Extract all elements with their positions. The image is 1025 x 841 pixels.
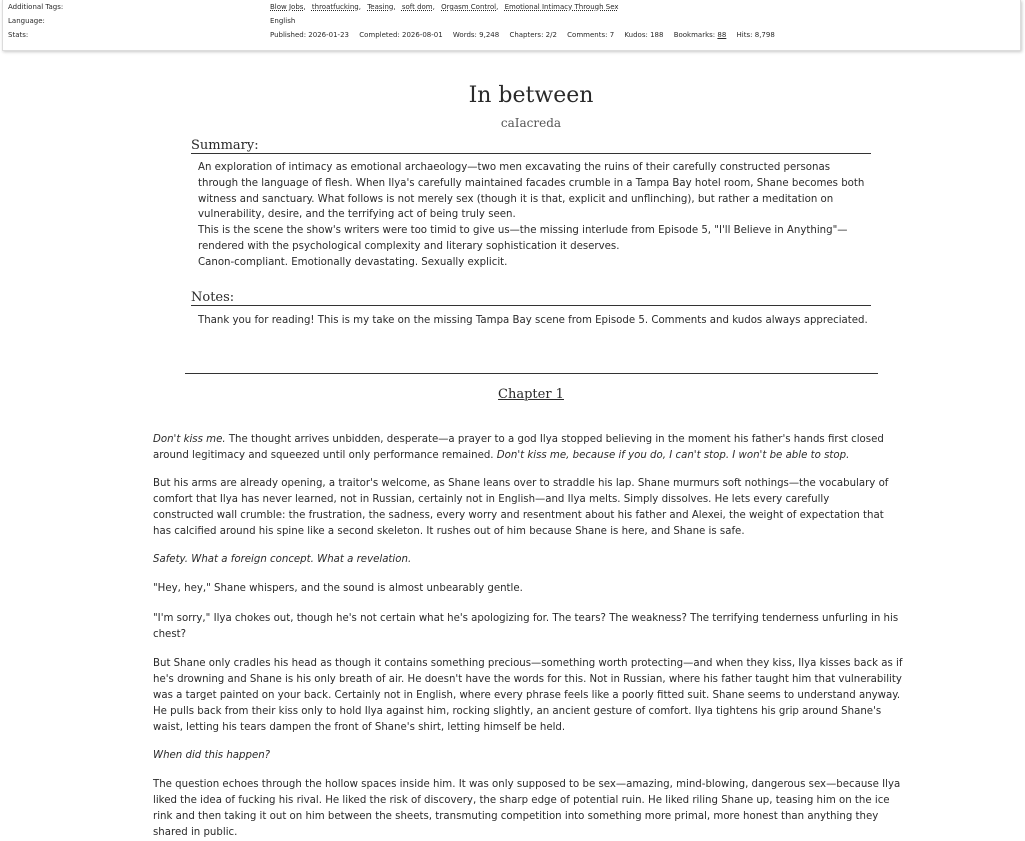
chapter-paragraph-6: But Shane only cradles his head as though it contains something precious—something worth protecting—and when they kiss, Ilya kisses back as if he's drowning and Shane is his only breath of air. He doesn't have the words for this. Not in Russian, where his father taught him that vulnerability was a target painted on your back. Certainly not in English, where every phrase feels like a poorly fitted suit. Shane seems to understand anyway. He pulls back from their kiss only to hold Ilya against him, rocking slightly, an ancient gesture of comfort. Ilya tightens his grip around Shane's waist, letting his tears dampen the front of Shane's shirt, letting himself be held. bbox=[153, 658, 903, 733]
summary-paragraph: Canon-compliant. Emotionally devastating. Sexually explicit. bbox=[198, 256, 508, 268]
chapter-paragraph-3 bbox=[153, 552, 908, 568]
kudos-label: Kudos: bbox=[624, 31, 648, 39]
tag-teasing[interactable]: Teasing bbox=[367, 3, 394, 11]
bookmarks-link[interactable]: 88 bbox=[717, 31, 727, 39]
language-label: Language: bbox=[8, 17, 45, 25]
work-title: In between bbox=[468, 83, 594, 108]
tag-soft-dom[interactable]: soft dom bbox=[401, 3, 433, 11]
chapter-paragraph-2: But his arms are already opening, a traitor's welcome, as Shane leans over to straddle his lap. Shane murmurs soft nothings—the vocabulary of comfort that Ilya has never learned, not in Russian, certainly not in English—and Ilya melts. Simply dissolves. He lets every carefully constructed wall crumble: the frustration, the sadness, every worry and resentment about his father and Alexei, the weight of expectation that has calcified around his spine like a second skeleton. It rushes out of him because Shane is here, and Shane is safe. bbox=[153, 478, 889, 537]
author-byline[interactable]: caIacreda bbox=[500, 116, 562, 130]
hits-label: Hits: bbox=[736, 31, 753, 39]
chapters-value: 2/2 bbox=[545, 31, 557, 39]
published-label: Published: bbox=[270, 31, 307, 39]
comments-label: Comments: bbox=[567, 31, 608, 39]
italic-thought: Don't kiss me. bbox=[153, 434, 226, 445]
language-value: English bbox=[270, 17, 296, 25]
chapter-paragraph-1 bbox=[153, 432, 908, 464]
chapters-label: Chapters: bbox=[509, 31, 544, 39]
completed-label: Completed: bbox=[359, 31, 400, 39]
words-value: 9,248 bbox=[479, 31, 500, 39]
published-value: 2026-01-23 bbox=[308, 31, 349, 39]
summary-heading: Summary: bbox=[191, 138, 871, 154]
italic-thought: Safety. What a foreign concept. What a revelation. bbox=[153, 554, 412, 565]
chapter-paragraph-5: "I'm sorry," Ilya chokes out, though he's not certain what he's apologizing for. The tears? The weakness? The terrifying tenderness unfurling in his chest? bbox=[153, 613, 899, 640]
stats-label: Stats: bbox=[8, 31, 29, 39]
tag-blow-jobs[interactable]: Blow Jobs bbox=[270, 3, 304, 11]
chapter-paragraph-4: "Hey, hey," Shane whispers, and the sound is almost unbearably gentle. bbox=[153, 583, 523, 594]
chapter-title bbox=[0, 387, 1025, 402]
italic-thought: Don't kiss me, because if you do, I can't stop. I won't be able to stop. bbox=[496, 449, 850, 461]
tag-orgasm-control[interactable]: Orgasm Control bbox=[441, 3, 497, 11]
summary-text bbox=[198, 160, 868, 271]
notes-heading: Notes: bbox=[191, 290, 871, 306]
chapter-divider bbox=[185, 373, 878, 374]
notes-text bbox=[198, 313, 868, 329]
work-meta bbox=[2, 0, 1021, 51]
italic-thought: When did this happen? bbox=[153, 750, 271, 761]
words-label: Words: bbox=[452, 31, 477, 39]
notes-paragraph: Thank you for reading! This is my take on the missing Tampa Bay scene from Episode 5. Comments and kudos always appreciated. bbox=[198, 315, 868, 326]
bookmarks-label: Bookmarks: bbox=[673, 31, 716, 39]
paragraph-text: The thought arrives unbidden, desperate—a prayer to a god Ilya stopped believing in the moment his father's hands first closed around legitimacy and squeezed until only performance remained. bbox=[153, 434, 884, 461]
additional-tags-label: Additional Tags: bbox=[8, 3, 64, 11]
chapter-paragraph-7 bbox=[153, 748, 908, 764]
kudos-value: 188 bbox=[650, 31, 664, 39]
tag-emotional-intimacy[interactable]: Emotional Intimacy Through Sex bbox=[504, 3, 619, 11]
summary-paragraph: An exploration of intimacy as emotional archaeology—two men excavating the ruins of their carefully constructed personas through the language of flesh. When Ilya's carefully maintained facades crumble in a Tampa Bay hotel room, Shane becomes both witness and sanctuary. What follows is not merely sex (though it is that, explicit and unflinching), but rather a meditation on vulnerability, desire, and the terrifying act of being truly seen. bbox=[198, 162, 865, 221]
chapter-title-link[interactable]: Chapter 1 bbox=[498, 387, 564, 402]
hits-value: 8,798 bbox=[754, 31, 775, 39]
summary-paragraph: This is the scene the show's writers were too timid to give us—the missing interlude from Episode 5, "I'll Believe in Anything"—rendered with the psychological complexity and literary sophistication it deserves. bbox=[198, 225, 848, 252]
tag-throatfucking[interactable]: throatfucking bbox=[311, 3, 359, 11]
chapter-paragraph-8: The question echoes through the hollow spaces inside him. It was only supposed to be sex—amazing, mind-blowing, dangerous sex—because Ilya liked the idea of fucking his rival. He liked the risk of discovery, the sharp edge of potential ruin. He liked riling Shane up, teasing him on the ice rink and then taking it out on him between the sheets, transmuting competition into something more primal, more honest than anything they shared in public. bbox=[153, 779, 901, 838]
additional-tags-list: Blow Jobs, throatfucking, Teasing, soft dom, Orgasm Control, Emotional Intimacy Through Sex bbox=[270, 3, 619, 11]
completed-value: 2026-08-01 bbox=[402, 31, 443, 39]
comments-value: 7 bbox=[609, 31, 615, 39]
stats-list bbox=[270, 29, 783, 41]
